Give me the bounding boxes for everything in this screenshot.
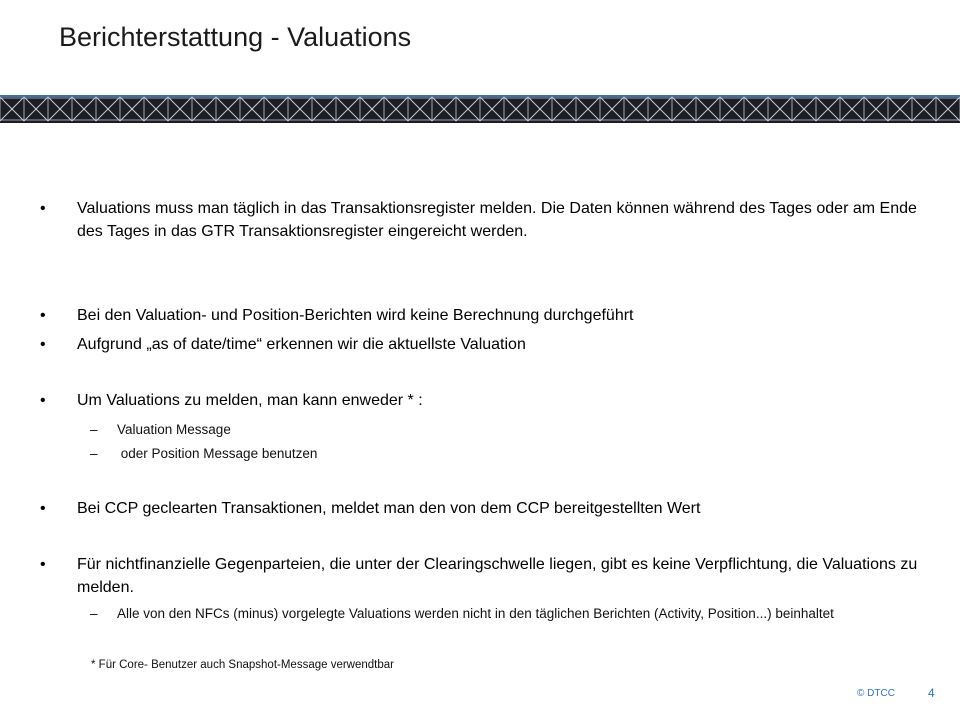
sub-bullet-marker: – <box>90 606 98 621</box>
sub-bullet-text: Valuation Message <box>117 422 231 437</box>
sub-bullet-marker: – <box>90 422 98 437</box>
bullet-marker: • <box>40 200 46 217</box>
bullet-marker: • <box>40 336 46 353</box>
bullet-text: Bei den Valuation- und Position-Berichten wird keine Berechnung durchgeführt <box>77 307 634 324</box>
lattice-pattern <box>0 95 960 123</box>
sub-bullet-marker: – <box>90 446 98 461</box>
bullet-text: Valuations muss man täglich in das Transaktionsregister melden. Die Daten können während des Tages oder am Ende des Tages in das GTR Transaktionsregister eingereicht werden. <box>77 200 917 240</box>
copyright-label: © DTCC <box>857 688 895 699</box>
bullet-marker: • <box>40 500 46 517</box>
footnote: * Für Core- Benutzer auch Snapshot-Message verwendtbar <box>91 659 394 671</box>
page-number: 4 <box>928 686 935 700</box>
bullet-text: Aufgrund „as of date/time“ erkennen wir die aktuellste Valuation <box>77 336 526 353</box>
slide-title: Berichterstattung - Valuations <box>59 22 412 52</box>
bullet-text: Bei CCP geclearten Transaktionen, meldet man den von dem CCP bereitgestellten Wert <box>77 500 701 517</box>
sub-bullet-text: oder Position Message benutzen <box>117 446 318 461</box>
header-band-decoration <box>0 95 960 123</box>
bullet-text: Um Valuations zu melden, man kann enweder * : <box>77 392 423 409</box>
bullet-marker: • <box>40 556 46 573</box>
bullet-marker: • <box>40 307 46 324</box>
bullet-marker: • <box>40 392 46 409</box>
sub-bullet-text: Alle von den NFCs (minus) vorgelegte Valuations werden nicht in den täglichen Berichten (Activity, Position...) beinhaltet <box>117 606 834 621</box>
bullet-text: Für nichtfinanzielle Gegenparteien, die unter der Clearingschwelle liegen, gibt es keine Verpflichtung, die Valuations zu melden. <box>77 556 918 596</box>
